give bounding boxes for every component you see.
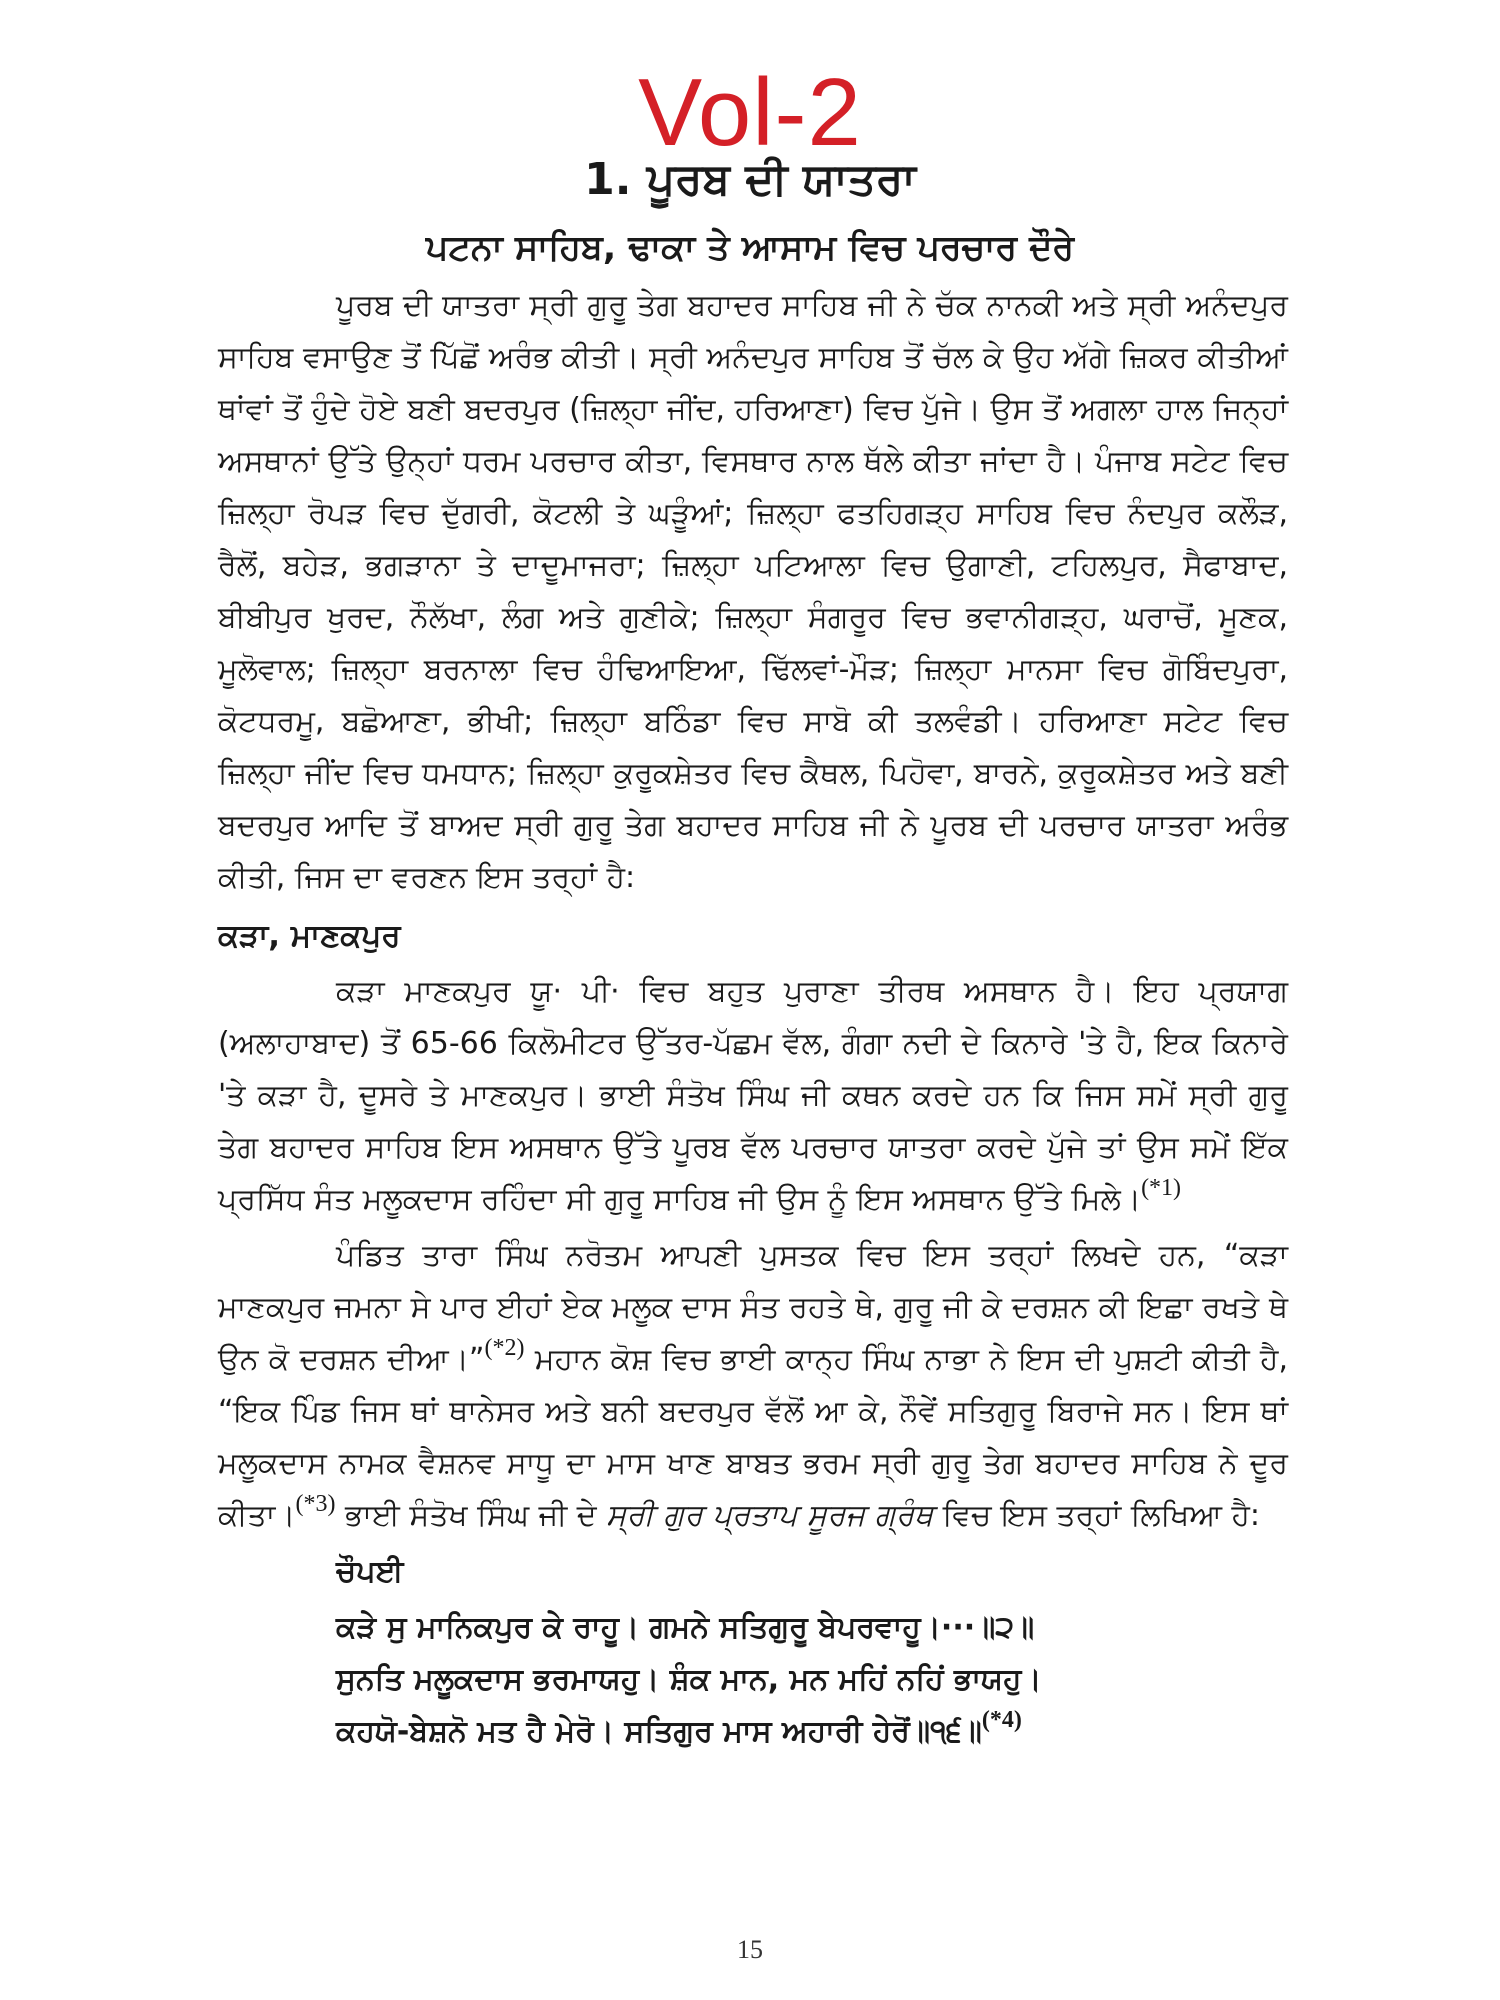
volume-label: Vol-2 bbox=[638, 59, 862, 166]
santokh-singh-text: ਭਾਈ ਸੰਤੋਖ ਸਿੰਘ ਜੀ ਦੇ bbox=[335, 1498, 607, 1533]
mahan-kosh-text: ਮਹਾਨ ਕੋਸ਼ ਵਿਚ ਭਾਈ ਕਾਨ੍ਹ ਸਿੰਘ ਨਾਭਾ ਨੇ ਇਸ ਦੀ ਪੁਸ਼ਟੀ ਕੀਤੀ ਹੈ, “ਇਕ ਪਿੰਡ ਜਿਸ ਥਾਂ ਥਾਨੇਸਰ ਅਤੇ ਬਨੀ ਬਦਰਪੁਰ ਵੱਲੋਂ ਆ ਕੇ, ਨੌਵੇਂ ਸਤਿਗੁਰੂ ਬਿਰਾਜੇ ਸਨ। ਇਸ ਥਾਂ ਮਲੂਕਦਾਸ ਨਾਮਕ ਵੈਸ਼ਨਵ ਸਾਧੂ ਦਾ ਮਾਸ ਖਾਣ ਬਾਬਤ ਭਰਮ ਸ੍ਰੀ ਗੁਰੂ ਤੇਗ ਬਹਾਦਰ ਸਾਹਿਬ ਨੇ ਦੂਰ ਕੀਤਾ। bbox=[218, 1342, 1288, 1533]
verse-line-1: ਕੜੇ ਸੁ ਮਾਨਿਕਪੁਰ ਕੇ ਰਾਹੂ। ਗਮਨੇ ਸਤਿਗੁਰੂ ਬੇਪਰਵਾਹੂ।···॥੨॥ bbox=[336, 1610, 1035, 1645]
verse-line-3 bbox=[336, 1706, 1288, 1758]
footnote-marker-1: (*1) bbox=[1141, 1175, 1182, 1201]
paragraph-intro: ਪੂਰਬ ਦੀ ਯਾਤਰਾ ਸ੍ਰੀ ਗੁਰੂ ਤੇਗ ਬਹਾਦਰ ਸਾਹਿਬ ਜੀ ਨੇ ਚੱਕ ਨਾਨਕੀ ਅਤੇ ਸ੍ਰੀ ਅਨੰਦਪੁਰ ਸਾਹਿਬ ਵਸਾਉਣ ਤੋਂ ਪਿੱਛੋਂ ਅਰੰਭ ਕੀਤੀ। ਸ੍ਰੀ ਅਨੰਦਪੁਰ ਸਾਹਿਬ ਤੋਂ ਚੱਲ ਕੇ ਉਹ ਅੱਗੇ ਜ਼ਿਕਰ ਕੀਤੀਆਂ ਥਾਂਵਾਂ ਤੋਂ ਹੁੰਦੇ ਹੋਏ ਬਣੀ ਬਦਰਪੁਰ (ਜ਼ਿਲ੍ਹਾ ਜੀਂਦ, ਹਰਿਆਣਾ) ਵਿਚ ਪੁੱਜੇ। ਉਸ ਤੋਂ ਅਗਲਾ ਹਾਲ ਜਿਨ੍ਹਾਂ ਅਸਥਾਨਾਂ ਉੱਤੇ ਉਨ੍ਹਾਂ ਧਰਮ ਪਰਚਾਰ ਕੀਤਾ, ਵਿਸਥਾਰ ਨਾਲ ਥੱਲੇ ਕੀਤਾ ਜਾਂਦਾ ਹੈ। ਪੰਜਾਬ ਸਟੇਟ ਵਿਚ ਜ਼ਿਲ੍ਹਾ ਰੋਪੜ ਵਿਚ ਦੁੱਗਰੀ, ਕੋਟਲੀ ਤੇ ਘੜੂੰਆਂ; ਜ਼ਿਲ੍ਹਾ ਫਤਹਿਗੜ੍ਹ ਸਾਹਿਬ ਵਿਚ ਨੰਦਪੁਰ ਕਲੌੜ, ਰੈਲੋਂ, ਬਹੇੜ, ਭਗੜਾਨਾ ਤੇ ਦਾਦੂਮਾਜਰਾ; ਜ਼ਿਲ੍ਹਾ ਪਟਿਆਲਾ ਵਿਚ ਉਗਾਣੀ, ਟਹਿਲਪੁਰ, ਸੈਫਾਬਾਦ, ਬੀਬੀਪੁਰ ਖੁਰਦ, ਨੌਲੱਖਾ, ਲੰਗ ਅਤੇ ਗੁਣੀਕੇ; ਜ਼ਿਲ੍ਹਾ ਸੰਗਰੂਰ ਵਿਚ ਭਵਾਨੀਗੜ੍ਹ, ਘਰਾਚੋਂ, ਮੂਣਕ, ਮੂਲੋਵਾਲ; ਜ਼ਿਲ੍ਹਾ ਬਰਨਾਲਾ ਵਿਚ ਹੰਢਿਆਇਆ, ਢਿੱਲਵਾਂ-ਮੌੜ; ਜ਼ਿਲ੍ਹਾ ਮਾਨਸਾ ਵਿਚ ਗੋਬਿੰਦਪੁਰਾ, ਕੋਟਧਰਮੂ, ਬਛੋਆਣਾ, ਭੀਖੀ; ਜ਼ਿਲ੍ਹਾ ਬਠਿੰਡਾ ਵਿਚ ਸਾਬੋ ਕੀ ਤਲਵੰਡੀ। ਹਰਿਆਣਾ ਸਟੇਟ ਵਿਚ ਜ਼ਿਲ੍ਹਾ ਜੀਂਦ ਵਿਚ ਧਮਧਾਨ; ਜ਼ਿਲ੍ਹਾ ਕੁਰੂਕਸ਼ੇਤਰ ਵਿਚ ਕੈਥਲ, ਪਿਹੋਵਾ, ਬਾਰਨੇ, ਕੁਰੂਕਸ਼ੇਤਰ ਅਤੇ ਬਣੀ ਬਦਰਪੁਰ ਆਦਿ ਤੋਂ ਬਾਅਦ ਸ੍ਰੀ ਗੁਰੂ ਤੇਗ ਬਹਾਦਰ ਸਾਹਿਬ ਜੀ ਨੇ ਪੂਰਬ ਦੀ ਪਰਚਾਰ ਯਾਤਰਾ ਅਰੰਭ ਕੀਤੀ, ਜਿਸ ਦਾ ਵਰਣਨ ਇਸ ਤਰ੍ਹਾਂ ਹੈ: bbox=[218, 288, 1288, 895]
verse-label: ਚੌਪਈ bbox=[336, 1554, 404, 1589]
paragraph-kara-text: ਕੜਾ ਮਾਣਕਪੁਰ ਯੂ· ਪੀ· ਵਿਚ ਬਹੁਤ ਪੁਰਾਣਾ ਤੀਰਥ ਅਸਥਾਨ ਹੈ। ਇਹ ਪ੍ਰਯਾਗ (ਅਲਾਹਾਬਾਦ) ਤੋਂ 65-66 ਕਿਲੋਮੀਟਰ ਉੱਤਰ-ਪੱਛਮ ਵੱਲ, ਗੰਗਾ ਨਦੀ ਦੇ ਕਿਨਾਰੇ 'ਤੇ ਹੈ, ਇਕ ਕਿਨਾਰੇ 'ਤੇ ਕੜਾ ਹੈ, ਦੂਸਰੇ ਤੇ ਮਾਣਕਪੁਰ। ਭਾਈ ਸੰਤੋਖ ਸਿੰਘ ਜੀ ਕਥਨ ਕਰਦੇ ਹਨ ਕਿ ਜਿਸ ਸਮੇਂ ਸ੍ਰੀ ਗੁਰੂ ਤੇਗ ਬਹਾਦਰ ਸਾਹਿਬ ਇਸ ਅਸਥਾਨ ਉੱਤੇ ਪੂਰਬ ਵੱਲ ਪਰਚਾਰ ਯਾਤਰਾ ਕਰਦੇ ਪੁੱਜੇ ਤਾਂ ਉਸ ਸਮੇਂ ਇੱਕ ਪ੍ਰਸਿੱਧ ਸੰਤ ਮਲੂਕਦਾਸ ਰਹਿੰਦਾ ਸੀ ਗੁਰੂ ਸਾਹਿਬ ਜੀ ਉਸ ਨੂੰ ਇਸ ਅਸਥਾਨ ਉੱਤੇ ਮਿਲੇ। bbox=[218, 974, 1288, 1217]
verse-line-3-text: ਕਹਯੋ-ਬੇਸ਼ਨੋ ਮਤ ਹੈ ਮੇਰੋ। ਸਤਿਗੁਰ ਮਾਸ ਅਹਾਰੀ ਹੇਰੋਂ॥੧੬॥ bbox=[336, 1714, 982, 1749]
verse-line-2: ਸੁਨਤਿ ਮਲੂਕਦਾਸ ਭਰਮਾਯਹੁ। ਸ਼ੰਕ ਮਾਨ, ਮਨ ਮਹਿਂ ਨਹਿਂ ਭਾਯਹੁ। bbox=[336, 1662, 1042, 1697]
body-text bbox=[218, 280, 1288, 1758]
paragraph-kara-manakpur bbox=[218, 966, 1288, 1226]
chapter-subtitle: ਪਟਨਾ ਸਾਹਿਬ, ਢਾਕਾ ਤੇ ਆਸਾਮ ਵਿਚ ਪਰਚਾਰ ਦੌਰੇ bbox=[425, 228, 1075, 268]
footnote-marker-2: (*2) bbox=[484, 1335, 525, 1361]
verse-block bbox=[218, 1546, 1288, 1758]
chapter-title: 1. ਪੂਰਬ ਦੀ ਯਾਤਰਾ bbox=[584, 154, 916, 205]
footnote-marker-3: (*3) bbox=[295, 1491, 336, 1517]
section-heading: ਕੜਾ, ਮਾਣਕਪੁਰ bbox=[218, 918, 401, 954]
closing-text: ਵਿਚ ਇਸ ਤਰ੍ਹਾਂ ਲਿਖਿਆ ਹੈ: bbox=[933, 1498, 1261, 1533]
book-title: ਸ੍ਰੀ ਗੁਰ ਪ੍ਰਤਾਪ ਸੂਰਜ ਗ੍ਰੰਥ bbox=[606, 1498, 934, 1533]
paragraph-narotam bbox=[218, 1230, 1288, 1542]
page-number: 15 bbox=[737, 1935, 763, 1964]
footnote-marker-4: (*4) bbox=[981, 1707, 1022, 1733]
narotam-quote: ਪੰਡਿਤ ਤਾਰਾ ਸਿੰਘ ਨਰੋਤਮ ਆਪਣੀ ਪੁਸਤਕ ਵਿਚ ਇਸ ਤਰ੍ਹਾਂ ਲਿਖਦੇ ਹਨ, “ਕੜਾ ਮਾਣਕਪੁਰ ਜਮਨਾ ਸੇ ਪਾਰ ਈਹਾਂ ਏਕ ਮਲੂਕ ਦਾਸ ਸੰਤ ਰਹਤੇ ਥੇ, ਗੁਰੂ ਜੀ ਕੇ ਦਰਸ਼ਨ ਕੀ ਇਛਾ ਰਖਤੇ ਥੇ ਉਨ ਕੋ ਦਰਸ਼ਨ ਦੀਆ।” bbox=[218, 1238, 1288, 1377]
